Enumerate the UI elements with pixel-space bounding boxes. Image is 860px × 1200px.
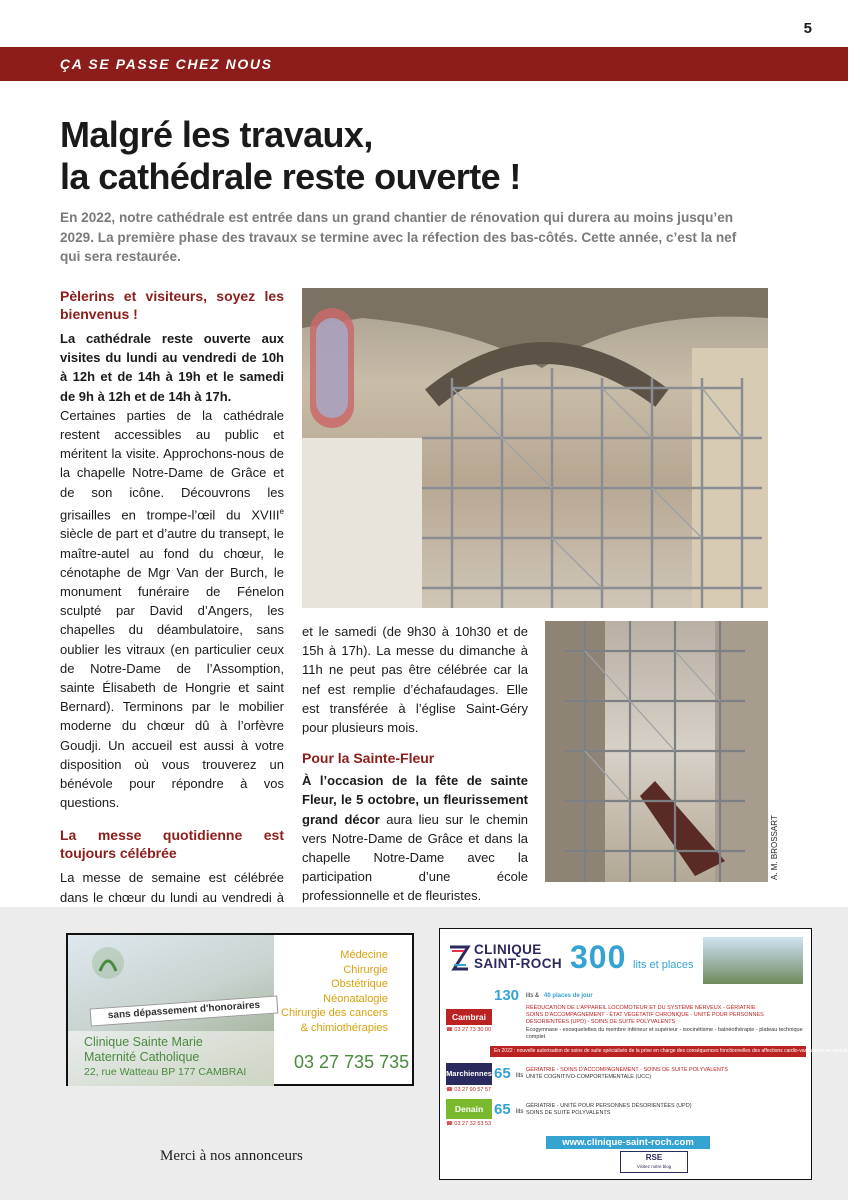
scaffolding-photo-2 — [545, 621, 768, 882]
article-column-2 — [302, 622, 528, 927]
site-phone: ☎ 03 27 90 57 57 — [446, 1087, 492, 1093]
site-beds: 130 — [494, 987, 520, 1004]
site-services: GÉRIATRIE - UNITÉ POUR PERSONNES DÉSORIENTÉES (UPD) SOINS DE SUITE POLYVALENTS — [526, 1103, 692, 1117]
photo-credit: A. M. BROSSART — [770, 815, 779, 880]
advertisers-thanks: Merci à nos annonceurs — [160, 1148, 303, 1164]
subhead-mass: La messe quotidienne est toujours célébrée — [60, 827, 284, 862]
section-title: ÇA SE PASSE CHEZ NOUS — [60, 56, 273, 72]
site-units: lits — [516, 1073, 524, 1079]
section-bar — [0, 47, 848, 81]
visit-paragraph: Certaines parties de la cathédrale restent accessibles au public et méritent la visite. Approchons-nous de la chapelle Notre-Dame de Grâce et de son icône. Découvrons les grisailles en trompe-l’œil du XVIIIe siècle de part et d’autre du transept, le maître-autel au fond du chœur, le cénotaphe de Mgr Van der Burch, le monument funéraire de Fénelon sculpté par David d’Angers, les chapelles du déambulatoire, sans oublier les vitraux (en particulier ceux de Notre-Dame de l’Assomption, sainte Élisabeth de Hongrie et saint Bernard). Terminons par le mobilier moderne du chœur dû à l’orfèvre Goudji. Un accueil est aussi à votre disposition où vous trouverez un bénévole pour répondre à vos questions. — [60, 407, 284, 811]
site-services: RÉÉDUCATION DE L'APPAREIL LOCOMOTEUR ET DU SYSTÈME NERVEUX - GÉRIATRIE SOINS D'ACCOMPAGNEMENT - ÉTAT VÉGÉTATIF CHRONIQUE - UNITÉ POUR PERSONNES DÉSORIENTÉES (UPD) - SOINS DE SUITE POLYVALENTS Ecogymnase - exosquelettes du membre inférieur et supérieur - isocinétisme - balnéothérapie - plateau technique complet — [526, 1005, 803, 1040]
ad-banner: sans dépassement d'honoraires — [90, 995, 279, 1026]
site-units: lits — [516, 1109, 524, 1115]
site-beds: 65 — [494, 1065, 511, 1082]
article-intro: En 2022, notre cathédrale est entrée dans un grand chantier de rénovation qui durera au moins jusqu’en 2029. La première phase des travaux se termine avec la réfection des bas-côtés. Cette année, c’est la nef qui sera restaurée. — [60, 210, 737, 264]
mass-paragraph: La messe de semaine est célébrée dans le chœur du lundi au vendredi à — [60, 870, 284, 905]
site-phone: ☎ 03 27 73 30 00 — [446, 1027, 492, 1033]
sainte-fleur-paragraph: À l’occasion de la fête de sainte Fleur, le 5 octobre, un fleurissement grand décor aura lieu sur le chemin vers Notre-Dame de Grâce et dans la chapelle Notre-Dame avec la participation d’une école professionnelle et de fleuristes. — [302, 773, 528, 904]
site-services: GÉRIATRIE - SOINS D'ACCOMPAGNEMENT - SOINS DE SUITE POLYVALENTS UNITÉ COGNITIVO-COMPORTEMENTALE (UCC) — [526, 1067, 728, 1081]
site-city: Marchiennes — [446, 1063, 492, 1085]
saint-roch-name: CLINIQUE SAINT-ROCH — [474, 942, 562, 971]
site-city: Denain — [446, 1099, 492, 1119]
site-beds: 65 — [494, 1101, 511, 1118]
scaffolding-photo-1 — [302, 288, 768, 608]
rse-badge: RSE Visitez notre blog — [620, 1151, 688, 1173]
clinic-logo-icon — [90, 945, 126, 981]
saint-roch-building-photo — [703, 937, 803, 984]
saint-roch-logo-icon — [448, 943, 470, 973]
clinic-name: Clinique Sainte Marie Maternité Catholique 22, rue Watteau BP 177 CAMBRAI — [68, 1031, 274, 1086]
page-number: 5 — [803, 20, 812, 37]
clinic-phone: 03 27 735 735 — [294, 1052, 410, 1072]
site-phone: ☎ 03 27 32 53 53 — [446, 1121, 492, 1127]
site-city: Cambrai — [446, 1009, 492, 1025]
subhead-pilgrims: Pèlerins et visiteurs, soyez les bienvenus ! — [60, 288, 284, 322]
opening-hours: La cathédrale reste ouverte aux visites du lundi au vendredi de 10h à 12h et de 14h à 19h et le samedi de 9h à 12h et de 14h à 17h. — [60, 331, 284, 404]
ad-clinique-sainte-marie — [66, 933, 414, 1086]
ad-clinique-saint-roch — [439, 928, 860, 1180]
site-day-places: 40 places de jour — [544, 993, 593, 999]
subhead-sainte-fleur: Pour la Sainte-Fleur — [302, 750, 435, 767]
article-column-1 — [60, 287, 284, 964]
website-link[interactable]: www.clinique-saint-roch.com — [546, 1136, 710, 1149]
specialties-list: Médecine Chirurgie Obstétrique Néonatalogie Chirurgie des cancers & chimiothérapies — [281, 949, 388, 1034]
article-headline — [60, 114, 760, 198]
site-units: lits & — [526, 993, 540, 999]
capacity-label: lits et places — [633, 959, 694, 971]
mass-paragraph-continued: et le samedi (de 9h30 à 10h30 et de 15h à 17h). La messe du dimanche à 11h ne peut pas être célébrée car la nef est remplie d’échafaudages. Elle est transférée à l’église Saint-Géry pour plusieurs mois. — [302, 624, 528, 736]
authorization-note: En 2022 : nouvelle autorisation de soins de suite spécialisés de la prise en charge des conséquences fonctionnelles des affections cardio-vasculaires en ambulatoire. — [490, 1046, 806, 1057]
headline-line-1: Malgré les travaux, — [60, 114, 373, 155]
headline-line-2: la cathédrale reste ouverte ! — [60, 156, 521, 197]
capacity-number: 300 — [570, 939, 627, 975]
